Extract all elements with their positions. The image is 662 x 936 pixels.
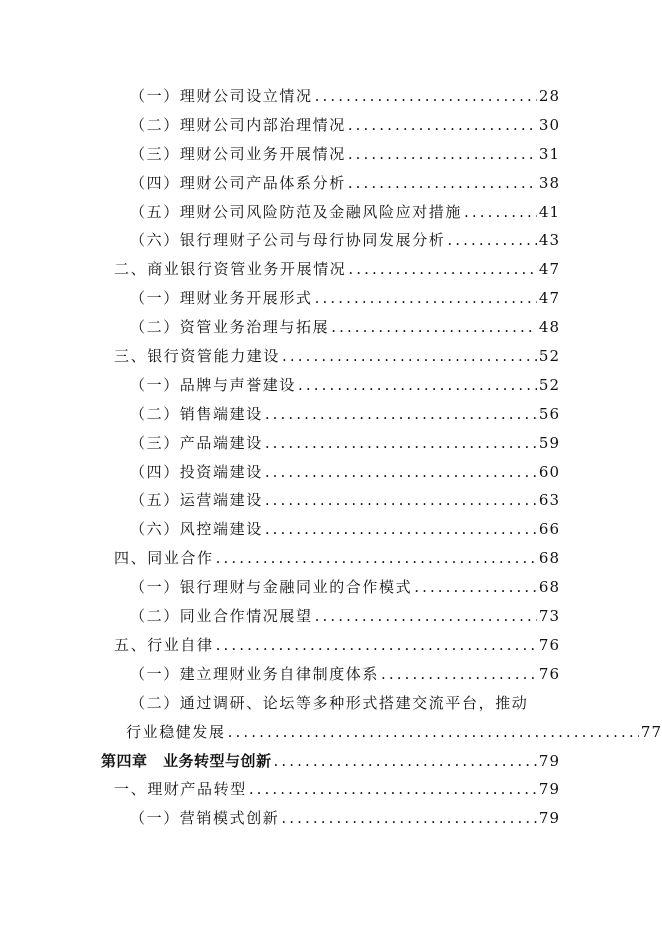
toc-entry-label: 一、理财产品转型 [114, 780, 247, 799]
toc-entry-page: 28 [538, 87, 560, 105]
dot-leader [274, 747, 537, 776]
toc-entry-label: （三）理财公司业务开展情况 [130, 144, 346, 163]
toc-entry-label: 四、同业合作 [114, 549, 214, 568]
toc-entry[interactable] [0, 284, 662, 313]
dot-leader [265, 458, 537, 487]
toc-entry[interactable] [0, 400, 662, 429]
toc-entry[interactable] [0, 631, 662, 660]
toc-entry[interactable] [0, 689, 662, 747]
toc-entry-page: 48 [538, 318, 560, 337]
dot-leader [464, 198, 537, 227]
dot-leader [348, 111, 537, 140]
toc-chapter-entry[interactable] [0, 747, 662, 776]
toc-entry[interactable] [0, 660, 662, 689]
dot-leader [216, 544, 537, 573]
dot-leader [348, 169, 537, 198]
toc-entry[interactable] [0, 804, 662, 833]
dot-leader [216, 631, 537, 660]
toc-entry-page: 76 [538, 635, 560, 654]
toc-entry-page: 56 [538, 404, 560, 423]
toc-entry-label-line2: 行业稳健发展 [126, 722, 226, 741]
dot-leader [249, 775, 537, 804]
toc-entry-page: 41 [538, 202, 560, 221]
toc-entry-page: 79 [538, 751, 560, 770]
toc-entry-page: 60 [538, 462, 560, 481]
toc-entry-label: （二）销售端建设 [130, 404, 263, 423]
toc-entry-label: 三、银行资管能力建设 [114, 347, 281, 366]
toc-entry[interactable] [0, 342, 662, 371]
toc-entry[interactable] [0, 515, 662, 544]
dot-leader [265, 400, 537, 429]
toc-entry-page: 73 [538, 607, 560, 626]
toc-entry[interactable] [0, 140, 662, 169]
toc-entry-label: （一）理财公司设立情况 [130, 87, 313, 105]
toc-entry-page: 47 [538, 289, 560, 308]
toc-entry-page: 68 [538, 549, 560, 568]
toc-entry[interactable] [0, 429, 662, 458]
toc-entry[interactable] [0, 198, 662, 227]
dot-leader [281, 804, 537, 833]
toc-entry-label: （一）建立理财业务自律制度体系 [130, 664, 380, 683]
toc-entry-label: （五）运营端建设 [130, 491, 263, 510]
toc-entry-label: （六）风控端建设 [130, 520, 263, 539]
toc-entry-page: 38 [538, 173, 560, 192]
toc-entry-label: （六）银行理财子公司与母行协同发展分析 [130, 231, 446, 250]
toc-entry-page: 79 [538, 809, 560, 828]
toc-entry[interactable] [0, 775, 662, 804]
toc-entry[interactable] [0, 602, 662, 631]
toc-entry-page: 77 [640, 722, 662, 741]
dot-leader [282, 342, 537, 371]
toc-entry[interactable] [0, 255, 662, 284]
toc-entry-label: （五）理财公司风险防范及金融风险应对措施 [130, 202, 463, 221]
toc-entry[interactable] [0, 573, 662, 602]
dot-leader [265, 429, 537, 458]
dot-leader [315, 284, 537, 313]
toc-entry-label: 二、商业银行资管业务开展情况 [114, 260, 347, 279]
toc-entry-page: 63 [538, 491, 560, 510]
dot-leader [447, 226, 537, 255]
dot-leader [265, 486, 537, 515]
toc-entry[interactable] [0, 82, 662, 111]
toc-entry-page: 59 [538, 433, 560, 452]
toc-entry-label: （一）营销模式创新 [130, 809, 280, 828]
dot-leader [298, 371, 537, 400]
toc-entry-page: 68 [538, 578, 560, 597]
toc-entry-label: （一）银行理财与金融同业的合作模式 [130, 578, 413, 597]
toc-entry-label: （二）资管业务治理与拓展 [130, 318, 330, 337]
toc-entry-page: 52 [538, 375, 560, 394]
toc-entry-page: 79 [538, 780, 560, 799]
toc-entry-page: 30 [538, 115, 560, 134]
toc-chapter-label: 第四章 业务转型与创新 [101, 751, 272, 770]
toc-entry[interactable] [0, 313, 662, 342]
toc-entry-label: （四）理财公司产品体系分析 [130, 173, 346, 192]
toc-entry-label: 五、行业自律 [114, 635, 214, 654]
toc-entry-page: 66 [538, 520, 560, 539]
toc-entry[interactable] [0, 486, 662, 515]
toc-entry-page: 31 [538, 144, 560, 163]
toc-entry-page: 47 [538, 260, 560, 279]
toc-entry-label: （四）投资端建设 [130, 462, 263, 481]
dot-leader [265, 515, 537, 544]
toc-entry[interactable] [0, 458, 662, 487]
dot-leader [315, 602, 537, 631]
dot-leader [348, 255, 537, 284]
dot-leader [331, 313, 537, 342]
toc-entry[interactable] [0, 169, 662, 198]
table-of-contents [0, 82, 662, 833]
toc-entry-page: 43 [538, 231, 560, 250]
toc-entry-label-line1: （二）通过调研、论坛等多种形式搭建交流平台，推动 [130, 693, 529, 712]
toc-entry[interactable] [0, 371, 662, 400]
dot-leader [348, 140, 537, 169]
dot-leader [228, 718, 639, 747]
toc-entry-label: （二）理财公司内部治理情况 [130, 115, 346, 134]
toc-entry-page: 52 [538, 347, 560, 366]
toc-entry[interactable] [0, 544, 662, 573]
toc-entry-label: （一）理财业务开展形式 [130, 289, 313, 308]
toc-entry[interactable] [0, 111, 662, 140]
dot-leader [315, 82, 537, 111]
dot-leader [414, 573, 537, 602]
toc-entry-label: （三）产品端建设 [130, 433, 263, 452]
toc-entry-label: （一）品牌与声誉建设 [130, 375, 297, 394]
dot-leader [381, 660, 537, 689]
toc-entry-label: （二）同业合作情况展望 [130, 607, 313, 626]
toc-entry[interactable] [0, 226, 662, 255]
toc-entry-page: 76 [538, 664, 560, 683]
